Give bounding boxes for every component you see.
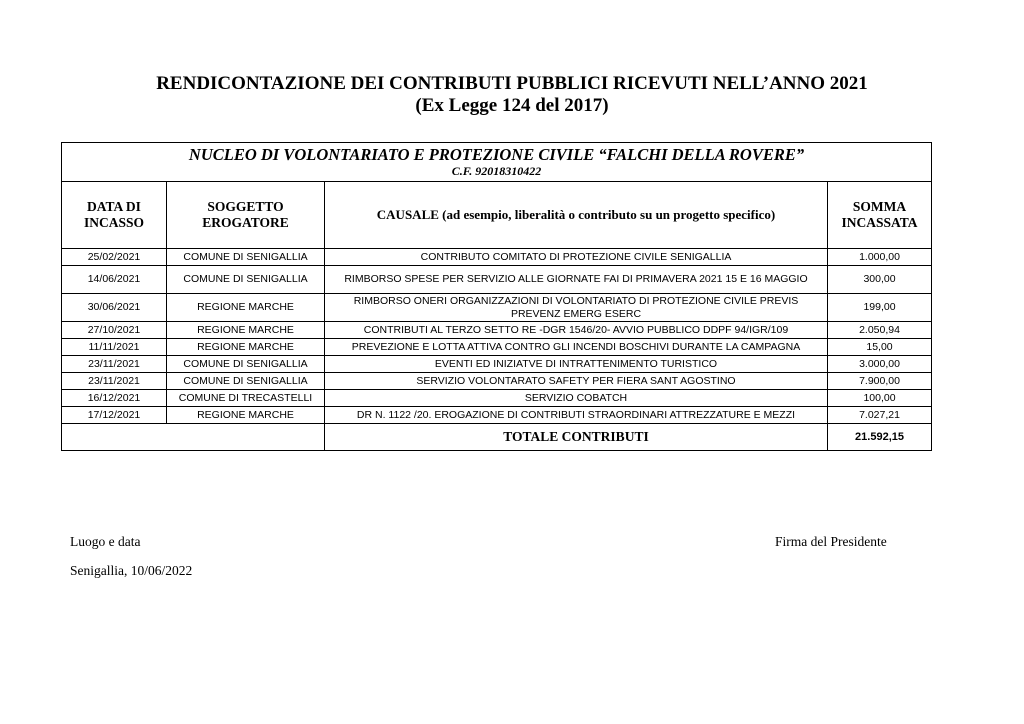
cell-amount: 7.027,21: [828, 407, 932, 424]
organization-row: [62, 143, 932, 182]
cell-reason: CONTRIBUTO COMITATO DI PROTEZIONE CIVILE SENIGALLIA: [325, 249, 828, 266]
cell-amount: 100,00: [828, 390, 932, 407]
total-value: 21.592,15: [828, 424, 932, 451]
cell-date: 16/12/2021: [62, 390, 167, 407]
cell-date: 14/06/2021: [62, 266, 167, 294]
cell-date: 30/06/2021: [62, 294, 167, 322]
table-row: [62, 407, 932, 424]
cell-reason: SERVIZIO VOLONTARATO SAFETY PER FIERA SANT AGOSTINO: [325, 373, 828, 390]
cell-source: COMUNE DI SENIGALLIA: [167, 249, 325, 266]
cell-date: 11/11/2021: [62, 339, 167, 356]
cell-source: REGIONE MARCHE: [167, 339, 325, 356]
table-row: [62, 373, 932, 390]
cell-amount: 15,00: [828, 339, 932, 356]
table-row: [62, 266, 932, 294]
cell-amount: 300,00: [828, 266, 932, 294]
cell-source: COMUNE DI SENIGALLIA: [167, 266, 325, 294]
cell-source: COMUNE DI TRECASTELLI: [167, 390, 325, 407]
contributions-table: [61, 142, 932, 451]
cell-source: REGIONE MARCHE: [167, 294, 325, 322]
table-row: [62, 322, 932, 339]
column-header-amount: [828, 182, 932, 249]
cell-amount: 1.000,00: [828, 249, 932, 266]
cell-reason: EVENTI ED INIZIATVE DI INTRATTENIMENTO TURISTICO: [325, 356, 828, 373]
cell-date: 25/02/2021: [62, 249, 167, 266]
table-header-row: [62, 182, 932, 249]
cell-source: COMUNE DI SENIGALLIA: [167, 373, 325, 390]
cell-reason: DR N. 1122 /20. EROGAZIONE DI CONTRIBUTI STRAORDINARI ATTREZZATURE E MEZZI: [325, 407, 828, 424]
cell-reason: RIMBORSO SPESE PER SERVIZIO ALLE GIORNATE FAI DI PRIMAVERA 2021 15 E 16 MAGGIO: [325, 266, 828, 294]
organization-cell: [62, 143, 932, 182]
table-row: [62, 390, 932, 407]
cell-source: COMUNE DI SENIGALLIA: [167, 356, 325, 373]
cell-source: REGIONE MARCHE: [167, 407, 325, 424]
cell-date: 23/11/2021: [62, 373, 167, 390]
column-header-source: [167, 182, 325, 249]
cell-amount: 2.050,94: [828, 322, 932, 339]
cell-reason: RIMBORSO ONERI ORGANIZZAZIONI DI VOLONTARIATO DI PROTEZIONE CIVILE PREVIS PREVENZ EMERG ESERC: [325, 294, 828, 322]
column-header-date: [62, 182, 167, 249]
document-subtitle: (Ex Legge 124 del 2017): [415, 95, 609, 116]
place-date-value: Senigallia, 10/06/2022: [70, 563, 193, 578]
cell-amount: 3.000,00: [828, 356, 932, 373]
column-header-date-line2: INCASSO: [83, 215, 145, 230]
place-date-label: Luogo e data: [70, 534, 141, 549]
cell-reason: SERVIZIO COBATCH: [325, 390, 828, 407]
total-label: TOTALE CONTRIBUTI: [325, 424, 828, 451]
column-header-amount-line2: INCASSATA: [841, 215, 918, 230]
column-header-amount-line1: SOMMA: [852, 199, 907, 214]
cell-amount: 7.900,00: [828, 373, 932, 390]
cell-reason: PREVEZIONE E LOTTA ATTIVA CONTRO GLI INCENDI BOSCHIVI DURANTE LA CAMPAGNA: [325, 339, 828, 356]
column-header-reason: CAUSALE (ad esempio, liberalità o contributo su un progetto specifico): [325, 182, 828, 249]
column-header-source-line1: SOGGETTO: [207, 199, 284, 214]
table-row: [62, 294, 932, 322]
organization-cf: C.F. 92018310422: [451, 164, 542, 178]
cell-date: 27/10/2021: [62, 322, 167, 339]
table-row: [62, 249, 932, 266]
signature-label: Firma del Presidente: [775, 534, 887, 549]
document-title: RENDICONTAZIONE DEI CONTRIBUTI PUBBLICI RICEVUTI NELL’ANNO 2021: [156, 73, 868, 94]
cell-source: REGIONE MARCHE: [167, 322, 325, 339]
total-spacer: [62, 424, 325, 451]
total-row: [62, 424, 932, 451]
table-row: [62, 339, 932, 356]
column-header-source-line2: EROGATORE: [202, 215, 289, 230]
cell-date: 23/11/2021: [62, 356, 167, 373]
column-header-date-line1: DATA DI: [87, 199, 141, 214]
cell-date: 17/12/2021: [62, 407, 167, 424]
cell-amount: 199,00: [828, 294, 932, 322]
table-row: [62, 356, 932, 373]
cell-reason: CONTRIBUTI AL TERZO SETTO RE -DGR 1546/20- AVVIO PUBBLICO DDPF 94/IGR/109: [325, 322, 828, 339]
organization-name: NUCLEO DI VOLONTARIATO E PROTEZIONE CIVILE “FALCHI DELLA ROVERE”: [188, 145, 805, 164]
